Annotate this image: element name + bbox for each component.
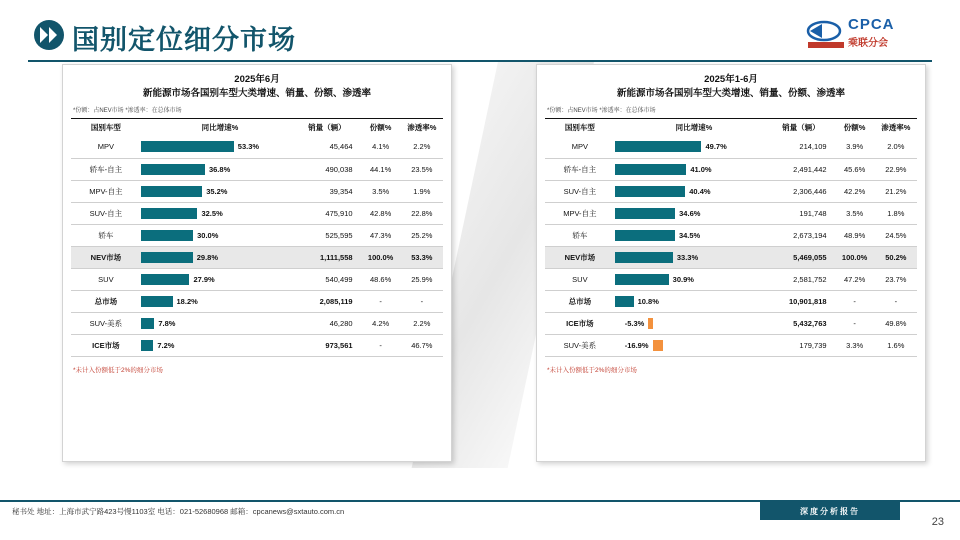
cell-category: SUV xyxy=(572,274,588,284)
table-row xyxy=(71,136,443,158)
cell-growth-bar xyxy=(141,158,300,180)
growth-label: -5.3% xyxy=(624,318,645,328)
growth-bar xyxy=(141,318,155,329)
table-row xyxy=(71,312,443,334)
table-row xyxy=(545,268,917,290)
growth-label: 33.3% xyxy=(676,252,699,262)
col-volume: 销量（辆） xyxy=(308,123,346,132)
chevron-double-right-icon xyxy=(30,20,68,50)
cell-share: 47.3% xyxy=(369,230,392,240)
cell-category: NEV市场 xyxy=(564,252,596,262)
col-penetration: 渗透率% xyxy=(407,123,437,132)
table-row xyxy=(545,334,917,356)
cell-volume: 39,354 xyxy=(329,186,353,196)
growth-bar xyxy=(141,252,193,263)
col-name: 国别车型 xyxy=(564,123,595,132)
footnote-h1: *未计入份额低于2%的细分市场 xyxy=(547,366,637,374)
cell-penetration: 23.7% xyxy=(885,274,907,284)
cell-penetration: 24.5% xyxy=(885,230,907,240)
panel-title-line1: 2025年6月 xyxy=(234,74,280,85)
cell-penetration: 25.9% xyxy=(411,274,433,284)
growth-label: 34.6% xyxy=(679,208,701,218)
cell-share: 3.5% xyxy=(372,186,390,196)
table-h1 xyxy=(545,119,917,357)
table-row xyxy=(545,158,917,180)
table-body-june xyxy=(71,136,443,356)
growth-bar xyxy=(141,296,173,307)
cell-share: 4.1% xyxy=(372,142,390,152)
panel-title-june xyxy=(63,65,451,101)
page-number: 23 xyxy=(931,516,944,528)
growth-bar xyxy=(141,340,154,351)
growth-label: 30.9% xyxy=(672,274,694,284)
cell-share: 48.6% xyxy=(369,274,392,284)
growth-label: 18.2% xyxy=(176,296,198,306)
cell-penetration: - xyxy=(894,296,898,306)
growth-label: 34.5% xyxy=(678,230,701,240)
cell-penetration: 2.2% xyxy=(413,318,431,328)
cell-volume: 973,561 xyxy=(325,340,353,350)
cell-volume: 2,306,446 xyxy=(793,186,827,196)
growth-label: 10.8% xyxy=(637,296,659,306)
cell-category: MPV xyxy=(571,142,588,152)
growth-bar xyxy=(615,230,675,241)
cell-share: 100.0% xyxy=(841,252,868,262)
cell-volume: 46,280 xyxy=(329,318,353,328)
cell-volume: 191,748 xyxy=(799,208,827,218)
table-row xyxy=(545,312,917,334)
growth-label: 41.0% xyxy=(690,164,712,174)
cell-penetration: 21.2% xyxy=(885,186,907,196)
growth-bar xyxy=(141,274,190,285)
table-body-h1 xyxy=(545,136,917,356)
panel-title-line1: 2025年1-6月 xyxy=(704,74,758,85)
cell-volume: 5,469,055 xyxy=(793,252,827,262)
panel-title-h1 xyxy=(537,65,925,101)
col-penetration: 渗透率% xyxy=(881,123,911,132)
cell-category: 轿车-自主 xyxy=(563,164,597,174)
table-row xyxy=(71,290,443,312)
panel-title-line2: 新能源市场各国别车型大类增速、销量、份额、渗透率 xyxy=(616,88,845,99)
growth-label: 27.9% xyxy=(193,274,215,284)
table-row xyxy=(545,290,917,312)
logo-mark-icon xyxy=(806,18,846,55)
table-row xyxy=(545,136,917,158)
growth-bar xyxy=(141,164,205,175)
cell-category: 轿车 xyxy=(572,230,588,240)
cell-volume: 10,901,818 xyxy=(789,296,827,306)
cell-volume: 5,432,763 xyxy=(793,318,827,328)
growth-label: 32.5% xyxy=(201,208,223,218)
cell-penetration: 49.8% xyxy=(885,318,907,328)
footer-badge: 深度分析报告 xyxy=(760,502,900,520)
slide-header xyxy=(0,0,960,62)
cell-volume: 214,109 xyxy=(799,142,827,152)
logo-subtext: 乘联分会 xyxy=(848,38,888,49)
col-growth: 同比增速% xyxy=(675,123,713,132)
cell-growth-bar xyxy=(615,246,774,268)
cell-volume: 2,085,119 xyxy=(319,296,353,306)
table-row xyxy=(71,268,443,290)
cell-penetration: 22.8% xyxy=(411,208,433,218)
cell-share: - xyxy=(853,318,856,328)
cell-category: 总市场 xyxy=(568,296,592,306)
growth-bar xyxy=(141,141,234,152)
cell-penetration: 1.9% xyxy=(413,186,431,196)
growth-label: 49.7% xyxy=(705,142,727,152)
growth-bar xyxy=(141,186,202,197)
cell-share: 44.1% xyxy=(369,164,392,174)
table-row xyxy=(545,202,917,224)
panel-note-h1: *份额：占NEV市场 *渗透率：在总体市场 xyxy=(547,108,656,114)
cell-penetration: 1.6% xyxy=(887,340,905,350)
growth-bar xyxy=(653,340,663,351)
growth-bar xyxy=(615,252,673,263)
cell-volume: 45,464 xyxy=(329,142,353,152)
cell-share: - xyxy=(853,296,856,306)
growth-bar xyxy=(615,164,687,175)
table-header-row xyxy=(71,119,443,136)
table-row xyxy=(545,180,917,202)
col-share: 份额% xyxy=(369,123,392,132)
table-row xyxy=(545,246,917,268)
panel-note-june: *份额：占NEV市场 *渗透率：在总体市场 xyxy=(73,108,182,114)
cell-share: - xyxy=(379,296,382,306)
cell-growth-bar xyxy=(141,312,300,334)
cell-penetration: 22.9% xyxy=(885,164,907,174)
cell-growth-bar xyxy=(141,224,300,246)
cell-penetration: 2.2% xyxy=(413,142,431,152)
cell-share: 42.8% xyxy=(369,208,392,218)
cell-penetration: 25.2% xyxy=(411,230,433,240)
growth-label: 35.2% xyxy=(206,186,228,196)
col-name: 国别车型 xyxy=(90,123,121,132)
growth-label: 40.4% xyxy=(689,186,711,196)
cell-volume: 2,581,752 xyxy=(793,274,827,284)
table-row xyxy=(71,180,443,202)
cell-growth-bar xyxy=(141,290,300,312)
cell-volume: 2,491,442 xyxy=(793,164,827,174)
cell-penetration: 50.2% xyxy=(885,252,907,262)
cell-category: ICE市场 xyxy=(92,340,120,350)
cell-volume: 490,038 xyxy=(325,164,353,174)
cell-growth-bar xyxy=(615,290,774,312)
growth-label: 30.0% xyxy=(197,230,219,240)
col-volume: 销量（辆） xyxy=(782,123,820,132)
cell-share: 45.6% xyxy=(843,164,866,174)
panel-h1 xyxy=(536,64,926,462)
cell-growth-bar xyxy=(615,268,774,290)
col-growth: 同比增速% xyxy=(201,123,239,132)
cell-penetration: 2.0% xyxy=(887,142,905,152)
cell-volume: 540,499 xyxy=(325,274,353,284)
growth-bar xyxy=(615,274,669,285)
growth-bar xyxy=(141,208,198,219)
panel-title-line2: 新能源市场各国别车型大类增速、销量、份额、渗透率 xyxy=(142,88,371,99)
cell-category: MPV-自主 xyxy=(563,208,597,218)
cell-volume: 179,739 xyxy=(799,340,827,350)
table-june xyxy=(71,119,443,357)
cell-penetration: 53.3% xyxy=(411,252,433,262)
cell-penetration: - xyxy=(420,296,424,306)
growth-label: -16.9% xyxy=(624,340,649,350)
cell-category: 轿车 xyxy=(98,230,114,240)
cell-category: SUV-美系 xyxy=(563,340,597,350)
logo-text: CPCA xyxy=(848,16,895,33)
cell-category: SUV-自主 xyxy=(563,186,597,196)
footnote-june: *未计入份额低于2%的细分市场 xyxy=(73,366,163,374)
cell-share: 3.5% xyxy=(846,208,864,218)
cell-growth-bar xyxy=(615,202,774,224)
cell-share: 100.0% xyxy=(367,252,394,262)
table-row xyxy=(71,224,443,246)
cell-category: MPV xyxy=(97,142,114,152)
cell-growth-bar xyxy=(141,334,300,356)
growth-label: 53.3% xyxy=(237,142,260,152)
cell-category: 总市场 xyxy=(94,296,118,306)
table-row xyxy=(71,158,443,180)
footer-contact: 秘书处 地址：上海市武宁路423号慢1103室 电话：021-52680968 邮箱：cpcanews@sxtauto.com.cn xyxy=(12,507,345,516)
cell-growth-bar xyxy=(615,224,774,246)
cell-share: 47.2% xyxy=(843,274,866,284)
cell-category: ICE市场 xyxy=(566,318,594,328)
panel-june xyxy=(62,64,452,462)
cell-category: SUV-美系 xyxy=(89,318,123,328)
cell-growth-bar xyxy=(141,136,300,158)
growth-bar xyxy=(615,208,675,219)
growth-bar xyxy=(615,186,686,197)
cell-volume: 475,910 xyxy=(325,208,353,218)
growth-bar xyxy=(648,318,653,329)
growth-bar xyxy=(615,141,702,152)
growth-label: 29.8% xyxy=(196,252,219,262)
cell-penetration: 23.5% xyxy=(411,164,433,174)
cell-category: SUV-自主 xyxy=(89,208,123,218)
growth-bar xyxy=(615,296,634,307)
cell-growth-bar xyxy=(615,334,774,356)
cell-volume: 2,673,194 xyxy=(793,230,827,240)
col-share: 份额% xyxy=(843,123,866,132)
cell-category: 轿车-自主 xyxy=(89,164,123,174)
header-divider xyxy=(28,60,932,62)
cell-penetration: 1.8% xyxy=(887,208,905,218)
cell-share: 3.3% xyxy=(846,340,864,350)
cell-share: 4.2% xyxy=(372,318,390,328)
cell-growth-bar xyxy=(141,202,300,224)
table-row xyxy=(545,224,917,246)
cell-share: 48.9% xyxy=(843,230,866,240)
cell-share: 3.9% xyxy=(846,142,864,152)
cell-growth-bar xyxy=(615,312,774,334)
page-title: 国别定位细分市场 xyxy=(72,25,296,55)
cell-share: - xyxy=(379,340,382,350)
cell-growth-bar xyxy=(141,268,300,290)
growth-label: 7.8% xyxy=(158,318,176,328)
cell-volume: 525,595 xyxy=(325,230,353,240)
cpca-logo xyxy=(806,16,936,52)
cell-category: MPV-自主 xyxy=(89,186,123,196)
table-row xyxy=(71,334,443,356)
cell-category: NEV市场 xyxy=(90,252,122,262)
cell-growth-bar xyxy=(141,180,300,202)
growth-bar xyxy=(141,230,193,241)
cell-growth-bar xyxy=(141,246,300,268)
cell-category: SUV xyxy=(98,274,114,284)
cell-volume: 1,111,558 xyxy=(320,252,353,262)
cell-growth-bar xyxy=(615,136,774,158)
table-row xyxy=(71,202,443,224)
growth-label: 7.2% xyxy=(157,340,175,350)
cell-share: 42.2% xyxy=(843,186,866,196)
cell-growth-bar xyxy=(615,158,774,180)
table-row xyxy=(71,246,443,268)
cell-penetration: 46.7% xyxy=(411,340,433,350)
cell-growth-bar xyxy=(615,180,774,202)
table-header-row xyxy=(545,119,917,136)
growth-label: 36.8% xyxy=(208,164,231,174)
